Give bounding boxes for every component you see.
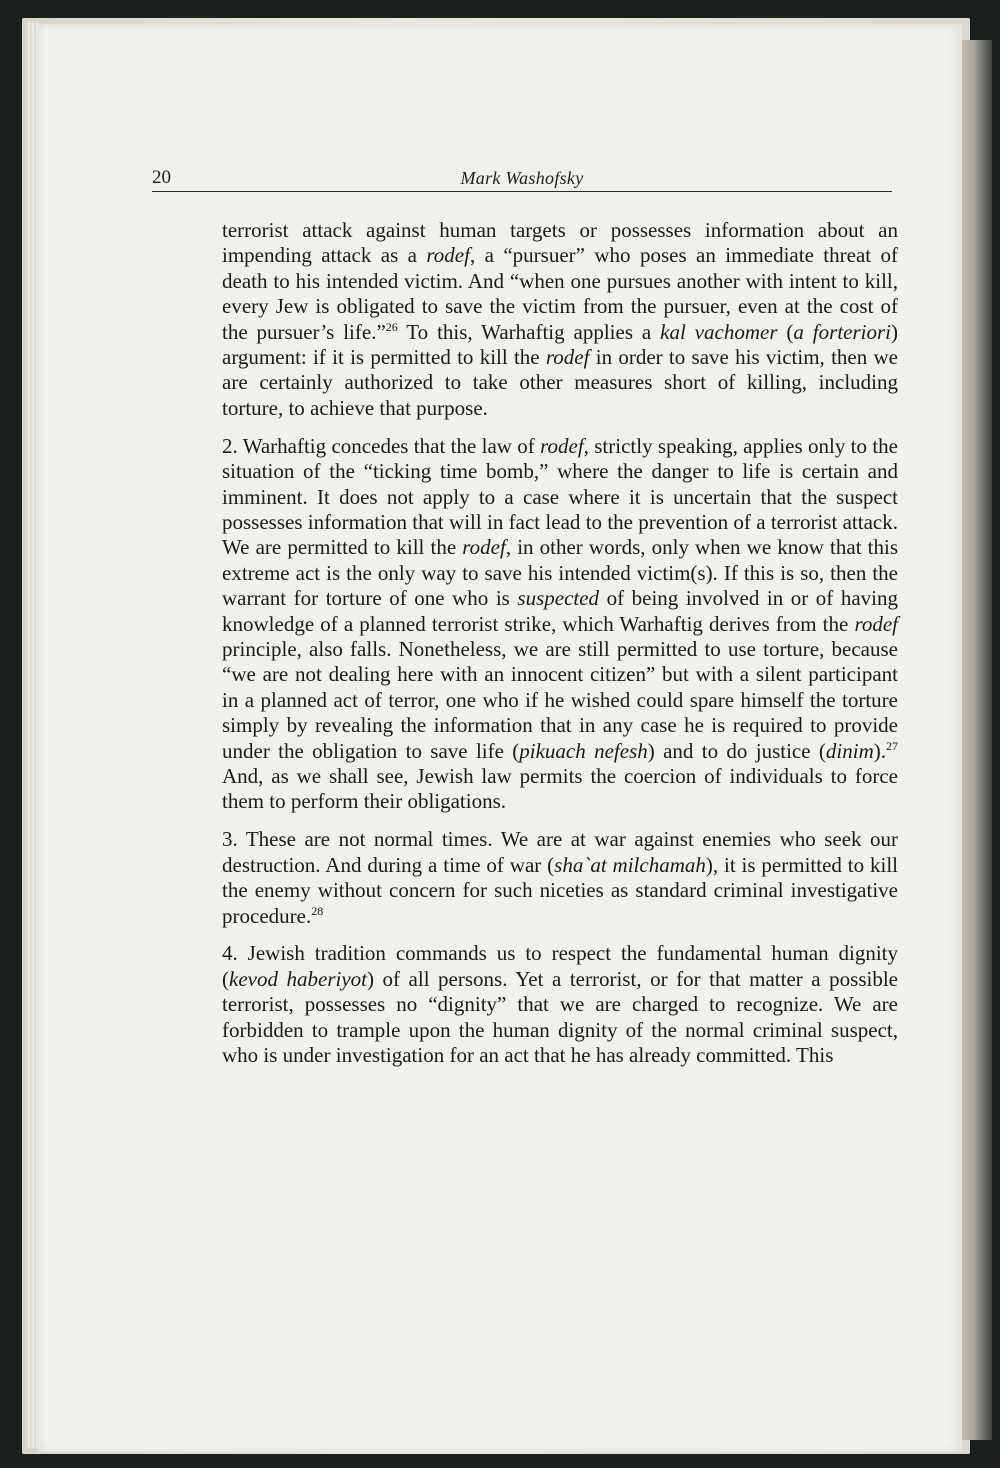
italic-term: sha`at milchamah xyxy=(554,852,706,877)
facing-page-edge xyxy=(962,40,992,1440)
text-run: , strictly speaking, applies only to the situation of the “ticking time bomb,” where the danger to life is certain and imminent. It does not apply to a case where it is uncertain that the suspect possesses information that will in fact lead to the prevention of a terrorist attack. We are permitted to kill the xyxy=(222,433,898,560)
footnote-ref: 27 xyxy=(886,738,898,753)
italic-term: kevod haberiyot xyxy=(229,966,367,991)
italic-term: rodef xyxy=(854,611,898,636)
text-run: , in other words, only when we know that this extreme act is the only way to save his intended victim(s). If this is so, then the warrant for torture of one who is xyxy=(222,535,898,611)
paragraph-1 xyxy=(222,218,898,421)
text-run: in order to save his victim, then we are certainly authorized to take other measures short of killing, including torture, to achieve that purpose. xyxy=(222,345,898,420)
italic-term: rodef xyxy=(540,433,584,458)
text-run: 2. Warhaftig concedes that the law of xyxy=(222,433,541,458)
text-run: 4. Jewish tradition commands us to respect the fundamental human dignity ( xyxy=(222,941,898,991)
paragraph-3 xyxy=(222,827,898,929)
text-run: 3. These are not normal times. We are at war against enemies who seek our destruction. And during a time of war ( xyxy=(222,827,898,877)
italic-term: pikuach nefesh xyxy=(519,738,648,763)
footnote-ref: 28 xyxy=(311,903,324,918)
text-run: , a “pursuer” who poses an immediate threat of death to his intended victim. And “when one pursues another with intent to kill, every Jew is obligated to save the victim from the pursuer, even at the cost of the pursuer’s life.” xyxy=(222,243,898,344)
italic-term: suspected xyxy=(517,586,600,611)
running-head xyxy=(152,167,892,192)
body-text xyxy=(222,218,898,1069)
italic-term: rodef xyxy=(462,535,506,560)
text-run: of being involved in or of having knowledge of a planned terrorist strike, which Warhaftig derives from the xyxy=(222,586,898,636)
running-head-author: Mark Washofsky xyxy=(460,168,584,188)
text-run: ). xyxy=(873,738,886,763)
page-number: 20 xyxy=(152,167,171,188)
italic-term: rodef xyxy=(426,243,470,268)
italic-term: kal vachomer xyxy=(660,319,778,344)
text-run: ) argument: if it is permitted to kill the xyxy=(222,319,898,370)
text-run: ( xyxy=(777,319,794,344)
text-run: To this, Warhaftig applies a xyxy=(397,319,661,344)
text-run: principle, also falls. Nonetheless, we are still permitted to use torture, because “we are not dealing here with an innocent citizen” but with a silent participant in a planned act of terror, one who if he wished could spare himself the torture simply by revealing the information that in any case he is required to provide under the obligation to save life ( xyxy=(222,637,898,763)
paragraph-4 xyxy=(222,941,898,1068)
text-run: And, as we shall see, Jewish law permits the coercion of individuals to force them to perform their obligations. xyxy=(222,764,898,814)
italic-term: a forteriori xyxy=(793,319,891,344)
paragraph-2 xyxy=(222,434,898,815)
italic-term: dinim xyxy=(825,738,874,763)
text-run: ) of all persons. Yet a terrorist, or for that matter a possible terrorist, possesses no “dignity” that we are charged to recognize. We are forbidden to trample upon the human dignity of the normal criminal suspect, who is under investigation for an act that he has already committed. This xyxy=(222,966,898,1068)
italic-term: rodef xyxy=(545,345,590,370)
text-run: ), it is permitted to kill the enemy without concern for such niceties as standard criminal investigative procedure. xyxy=(222,852,898,928)
footnote-ref: 26 xyxy=(385,319,398,334)
text-run: ) and to do justice ( xyxy=(647,738,826,763)
text-run: terrorist attack against human targets or possesses information about an impending attack as a xyxy=(222,218,898,268)
